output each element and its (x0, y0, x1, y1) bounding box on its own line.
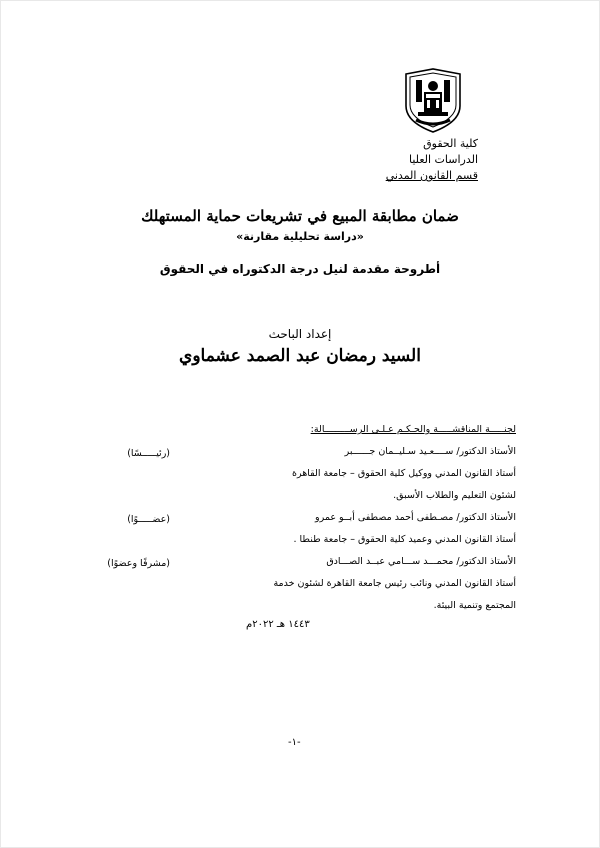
cairo-university-logo-icon (404, 68, 462, 134)
faculty-name: كلية الحقوق (423, 137, 478, 150)
hijri-gregorian-date: ١٤٤٣ هـ ٢٠٢٢م (246, 619, 310, 630)
department-name: قسم القانون المدني (385, 169, 478, 182)
thesis-subtitle: «دراسة تحليلية مقارنة» (236, 230, 364, 243)
member-role: (عضـــــوًا) (127, 514, 170, 525)
committee-block (252, 419, 516, 617)
page-number: -١- (288, 737, 301, 748)
member-role: (مشرفًا وعضوًا) (107, 558, 170, 569)
member-description: أستاذ القانون المدني ووكيل كلية الحقوق – جامعة القاهرة (292, 468, 516, 479)
member-description: أستاذ القانون المدني ونائب رئيس جامعة القاهرة لشئون خدمة (273, 578, 516, 589)
author-name: السيد رمضان عبد الصمد عشماوي (179, 346, 421, 366)
member-name: الأستاذ الدكتور/ ســــعـيد سـليــمان جــــــبر (344, 446, 516, 457)
member-role: (رئيـــــسًا) (127, 448, 170, 459)
member-name: الأستاذ الدكتور/ محمـــد ســـامي عبــد الصـــادق (326, 556, 516, 567)
member-description: أستاذ القانون المدني وعميد كلية الحقوق – جامعة طنطا . (293, 534, 516, 545)
member-name: الأستاذ الدكتور/ مصـطفى أحمد مصطفى أبــو عمرو (315, 512, 516, 523)
faculty-header (360, 136, 478, 184)
thesis-title: ضمان مطابقة المبيع في تشريعات حماية المستهلك (141, 207, 459, 225)
postgraduate-studies: الدراسات العليا (409, 153, 478, 166)
committee-heading: لجنـــــة المناقشـــــة والحـكـم عـلـى الرســـــــــالة: (310, 424, 516, 435)
member-description: المجتمع وتنمية البيئة. (433, 600, 516, 611)
thesis-degree: أطروحة مقدمة لنيل درجة الدكتوراه في الحقوق (159, 262, 441, 276)
member-description: لشئون التعليم والطلاب الأسبق. (393, 490, 516, 501)
author-label: إعداد الباحث (268, 327, 332, 341)
